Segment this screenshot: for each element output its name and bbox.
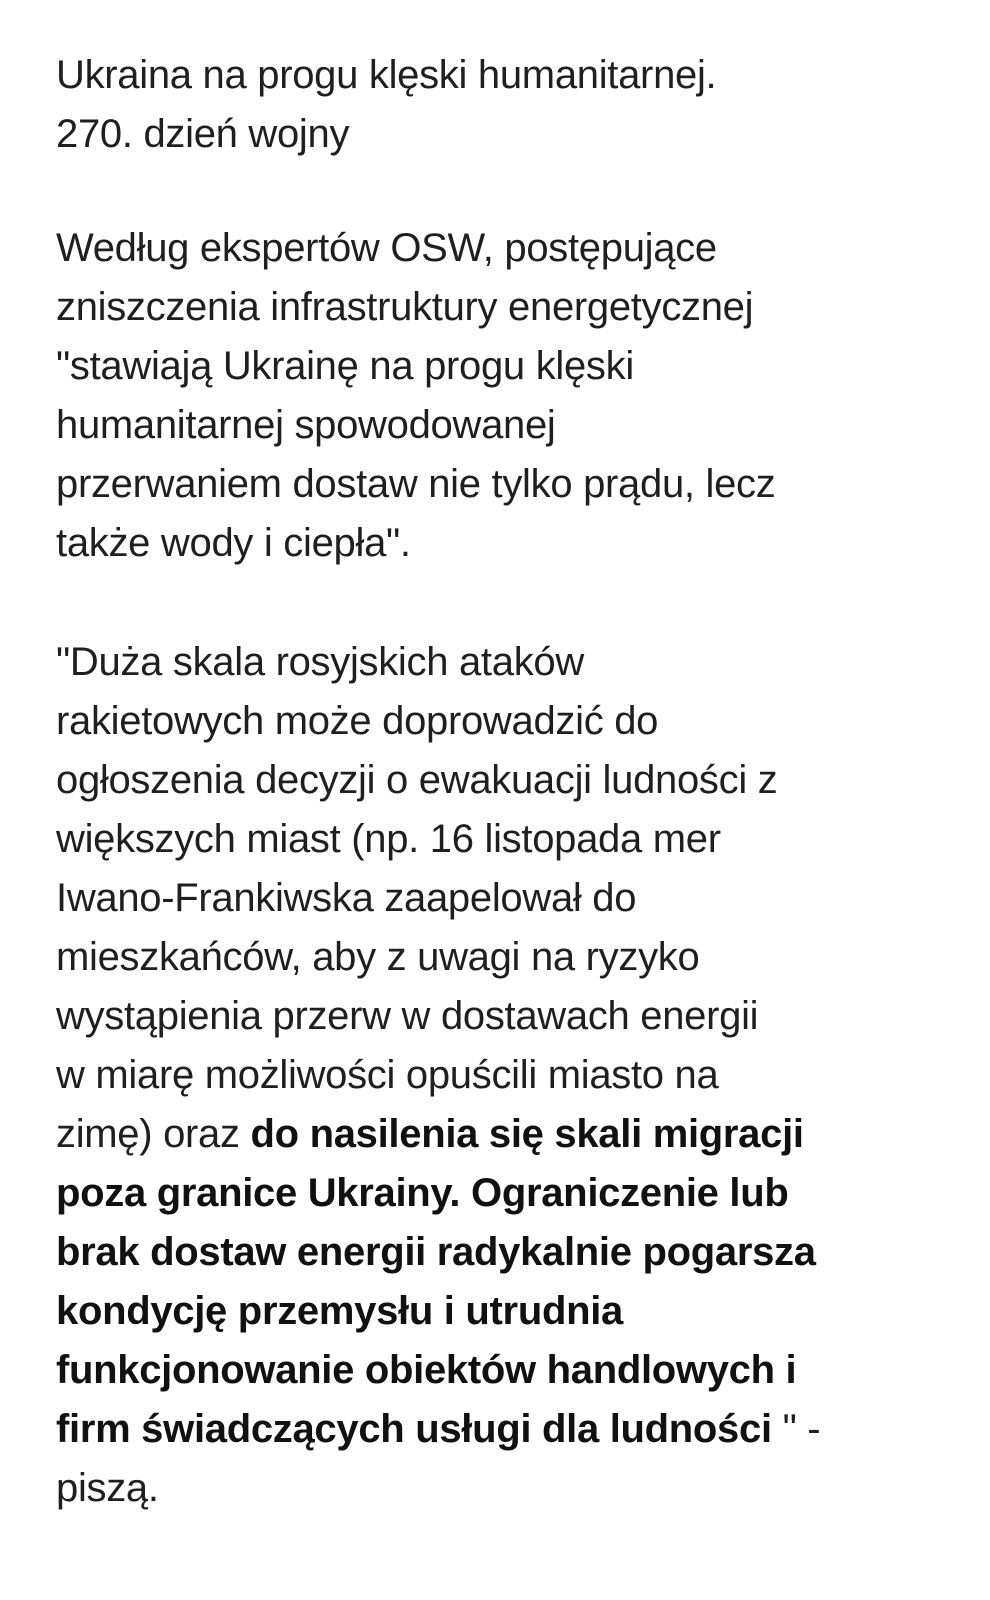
article: [56, 46, 956, 1518]
paragraph-1: Według ekspertów OSW, postępujące zniszczenia infrastruktury energetycznej "stawiają Ukrainę na progu klęski humanitarnej spowodowanej przerwaniem dostaw nie tylko prądu, lecz także wody i ciepła".: [56, 226, 776, 565]
paragraph-2-text-start: "Duża skala rosyjskich ataków rakietowych może doprowadzić do ogłoszenia decyzji o ewakuacji ludności z większych miast (np. 16 listopada mer Iwano-Frankiwska zaapelował do mieszkańców, aby z uwagi na ryzyko wystąpienia przerw w dostawach energii w miarę możliwości opuścili miasto na zimę) oraz: [56, 640, 778, 1156]
paragraph-2: [56, 633, 956, 1518]
article-title: Ukraina na progu klęski humanitarnej. 270. dzień wojny: [56, 53, 717, 156]
paragraph-2-bold-text: do nasilenia się skali migracji poza granice Ukrainy. Ograniczenie lub brak dostaw energii radykalnie pogarsza kondycję przemysłu i utrudnia funkcjonowanie obiektów handlowych i firm świadczących usługi dla ludności: [56, 1112, 816, 1451]
paragraph-2-text-end: " - piszą.: [56, 1407, 821, 1510]
